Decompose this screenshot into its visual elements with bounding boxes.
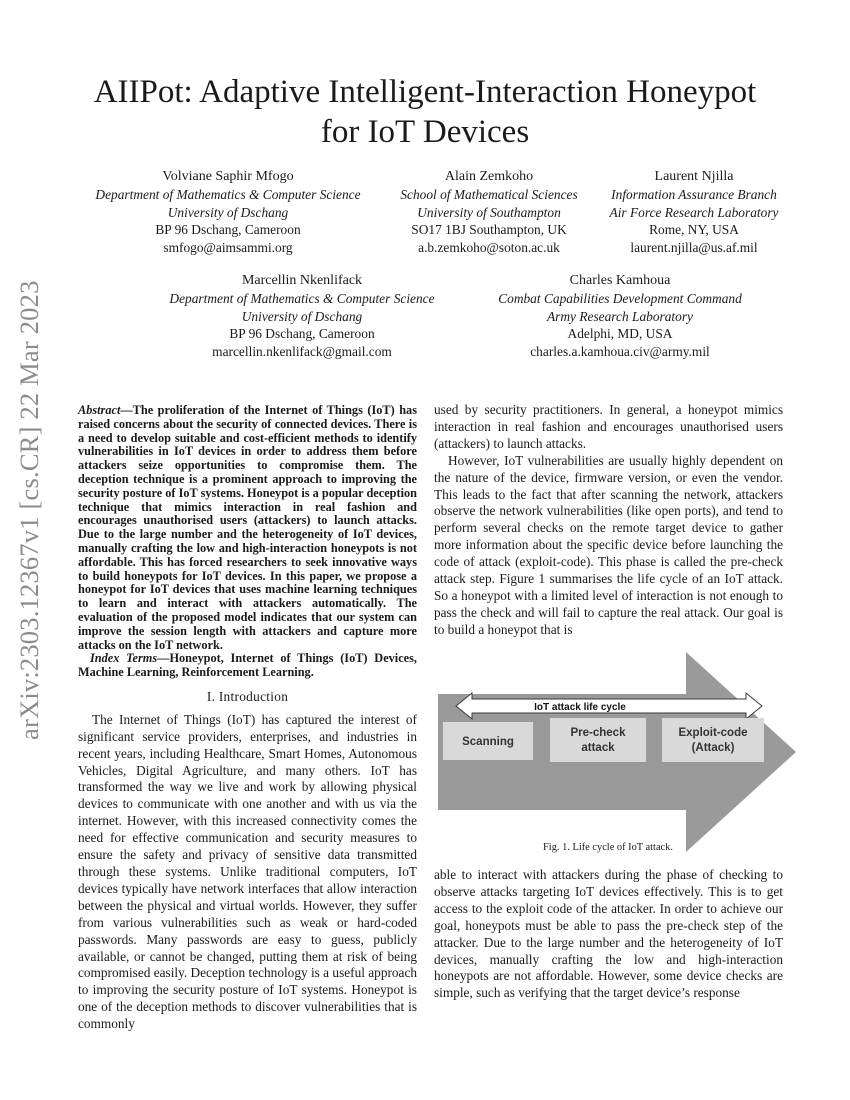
author-email: smfogo@aimsammi.org	[163, 240, 293, 256]
paper-title-line-2: for IoT Devices	[320, 114, 530, 150]
author-address: Rome, NY, USA	[649, 222, 739, 238]
left-column	[78, 404, 417, 1033]
stage-label-exploit-line1: Exploit-code	[678, 727, 748, 739]
paper-title	[60, 72, 790, 152]
author-block-2	[384, 168, 594, 257]
right-paragraph-1: used by security practitioners. In general, a honeypot mimics interaction in real fashion and encourages unauthorised users (attackers) to launch attacks.	[434, 402, 783, 451]
author-address: BP 96 Dschang, Cameroon	[155, 222, 301, 238]
author-name: Laurent Njilla	[654, 169, 734, 184]
right-column-top	[434, 402, 783, 639]
intro-paragraph-1: The Internet of Things (IoT) has captured the interest of significant service providers, enterprises, and industries in recent years, including Healthcare, Smart Homes, Autonomous Vehicles, Digital Agriculture, and many others. IoT has transformed the way we live and work by allowing physical devices to communicate with one another and with us via the internet. However, with this increased connectivity comes the need for effective communication and security measures to ensure the safety and privacy of sensitive data transmitted through these systems. Unlike traditional computers, IoT devices typically have network interfaces that allow interaction between the physical and virtual worlds. However, they suffer from various vulnerabilities such as weak or hard-coded passwords. Many passwords are easy to guess, publicly available, or cannot be changed, putting them at risk of being compromised easily. Deception technology is a useful approach to improving the security posture of IoT systems. Honeypot is one of the deception methods to discover vulnerabilities that is commonly	[78, 711, 417, 1032]
author-name: Marcellin Nkenlifack	[241, 273, 363, 288]
author-organization: Army Research Laboratory	[546, 308, 694, 324]
life-cycle-diagram	[438, 652, 798, 852]
abstract	[78, 404, 417, 652]
author-email: marcellin.nkenlifack@gmail.com	[212, 344, 392, 360]
author-organization: University of Dschang	[241, 308, 363, 324]
figure-life-cycle	[438, 652, 798, 852]
author-address: BP 96 Dschang, Cameroon	[229, 326, 375, 342]
author-address: Adelphi, MD, USA	[567, 326, 673, 342]
right-paragraph-3: able to interact with attackers during the phase of checking to observe attacks targeting IoT devices effectively. This is to get access to the exploit code of the attacker. In order to achieve our goal, honeypots must be able to pass the pre-check step of the attacker. Due to the large number and the heterogeneity of IoT devices, manually crafting the low and high-interaction honeypots are not affordable. However, some device checks are simple, such as verifying that the target device’s response	[434, 867, 783, 1001]
author-department: School of Mathematical Sciences	[400, 186, 578, 202]
stage-label-precheck-line1: Pre-check	[570, 727, 626, 739]
author-department: Combat Capabilities Development Command	[498, 290, 742, 306]
author-organization: University of Southampton	[417, 204, 561, 220]
author-address: SO17 1BJ Southampton, UK	[411, 222, 567, 238]
author-block-1	[78, 168, 378, 257]
right-column-bottom	[434, 867, 783, 1002]
author-email: a.b.zemkoho@soton.ac.uk	[418, 240, 560, 256]
stage-label-precheck-line2: attack	[581, 742, 615, 754]
author-block-3	[598, 168, 790, 257]
author-department: Department of Mathematics & Computer Science	[95, 186, 361, 202]
author-email: charles.a.kamhoua.civ@army.mil	[530, 344, 710, 360]
stage-box-precheck	[550, 718, 646, 762]
author-organization: University of Dschang	[167, 204, 289, 220]
author-block-5	[470, 272, 770, 361]
abstract-label: Abstract	[78, 403, 121, 417]
author-email: laurent.njilla@us.af.mil	[630, 240, 758, 256]
author-department: Information Assurance Branch	[611, 186, 777, 202]
section-heading-introduction: I. Introduction	[206, 688, 289, 704]
author-department: Department of Mathematics & Computer Science	[169, 290, 435, 306]
author-name: Alain Zemkoho	[444, 169, 534, 184]
index-terms-text: —Honeypot, Internet of Things (IoT) Devices, Machine Learning, Reinforcement Learning.	[78, 651, 417, 680]
life-cycle-label: IoT attack life cycle	[534, 702, 626, 713]
stage-label-scanning: Scanning	[462, 736, 514, 748]
stage-box-exploit	[662, 718, 764, 762]
author-name: Charles Kamhoua	[569, 273, 671, 288]
stage-label-exploit-line2: (Attack)	[691, 742, 735, 754]
paper-title-line-1: AIIPot: Adaptive Intelligent-Interaction Honeypot	[93, 74, 757, 110]
right-paragraph-2: However, IoT vulnerabilities are usually highly dependent on the nature of the device, firmware version, or even the vendor. This leads to the fact that after scanning the network, attackers observe the network vulnerabilities (like open ports), and tend to perform several checks on the remote target device to gather more information about the specific device before launching the code of attack (exploit-code). This phase is called the pre-check attack step. Figure 1 summarises the life cycle of an IoT attack. So a honeypot with a limited level of interaction is not enough to pass the check and will fail to capture the real attack. Our goal is to build a honeypot that is	[434, 452, 783, 637]
author-block-4	[152, 272, 452, 361]
index-terms	[78, 652, 417, 680]
author-organization: Air Force Research Laboratory	[609, 204, 779, 220]
index-terms-label: Index Terms	[90, 651, 158, 666]
arxiv-identifier-stamp: arXiv:2303.12367v1 [cs.CR] 22 Mar 2023	[14, 280, 44, 740]
abstract-text: —The proliferation of the Internet of Things (IoT) has raised concerns about the security of connected devices. There is a need to develop suitable and cost-efficient methods to identify vulnerabilities in IoT devices in order to address them before attackers seize opportunities to compromise them. The deception technique is a prominent approach to improving the security posture of IoT systems. Honeypot is a popular deception technique that mimics interaction in real fashion and encourages unauthorised users (attackers) to launch attacks. Due to the large number and the heterogeneity of IoT devices, manually crafting the low and high-interaction honeypots is not affordable. This has forced researchers to seek innovative ways to build honeypots for IoT devices. In this paper, we propose a honeypot for IoT devices that uses machine learning techniques to learn and interact with attackers automatically. The evaluation of the proposed model indicates that our system can improve the session length with attackers and capture more attacks on the IoT network.	[78, 403, 417, 652]
author-name: Volviane Saphir Mfogo	[162, 169, 294, 184]
figure-caption: Fig. 1. Life cycle of IoT attack.	[543, 842, 673, 853]
